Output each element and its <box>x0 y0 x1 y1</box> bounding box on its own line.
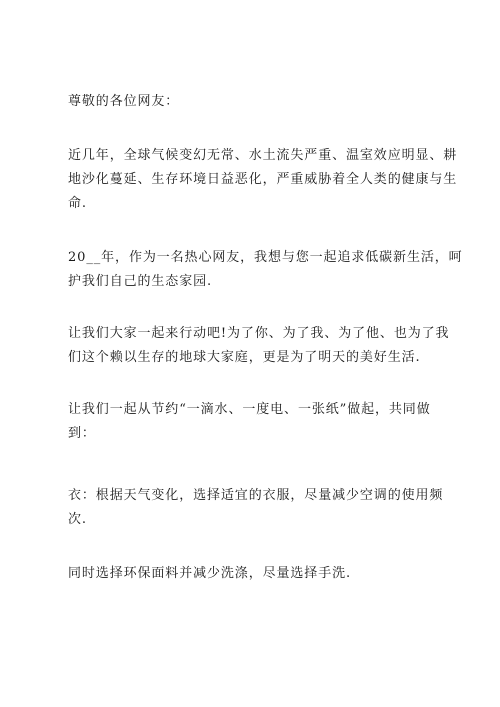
paragraph-line: 们这个赖以生存的地球大家庭，更是为了明天的美好生活. <box>68 350 421 365</box>
paragraph-line: 20__年，作为一名热心网友，我想与您一起追求低碳新生活，呵 <box>68 250 463 265</box>
paragraph-line: 到： <box>68 426 96 441</box>
paragraph-line: 近几年，全球气候变幻无常、水土流失严重、温室效应明显、耕 <box>68 148 458 163</box>
paragraph-line: 衣：根据天气变化，选择适宜的衣服，尽量减少空调的使用频 <box>68 488 444 503</box>
paragraph-line: 让我们大家一起来行动吧!为了你、为了我、为了他、也为了我 <box>68 326 450 341</box>
paragraph-3 <box>68 322 448 370</box>
salutation <box>68 90 448 114</box>
paragraph-line: 让我们一起从节约“一滴水、一度电、一张纸”做起，共同做 <box>68 402 431 417</box>
paragraph-line: 命. <box>68 196 87 211</box>
paragraph-line: 地沙化蔓延、生存环境日益恶化，严重威胁着全人类的健康与生 <box>68 172 458 187</box>
paragraph-1 <box>68 144 458 216</box>
paragraph-line: 护我们自己的生态家园. <box>68 274 213 289</box>
salutation-text: 尊敬的各位网友： <box>68 94 180 109</box>
paragraph-5 <box>68 484 448 532</box>
paragraph-2 <box>68 246 463 294</box>
paragraph-4 <box>68 398 448 446</box>
paragraph-6 <box>68 562 448 586</box>
paragraph-line: 次. <box>68 512 87 527</box>
paragraph-line: 同时选择环保面料并减少洗涤，尽量选择手洗. <box>68 566 352 581</box>
